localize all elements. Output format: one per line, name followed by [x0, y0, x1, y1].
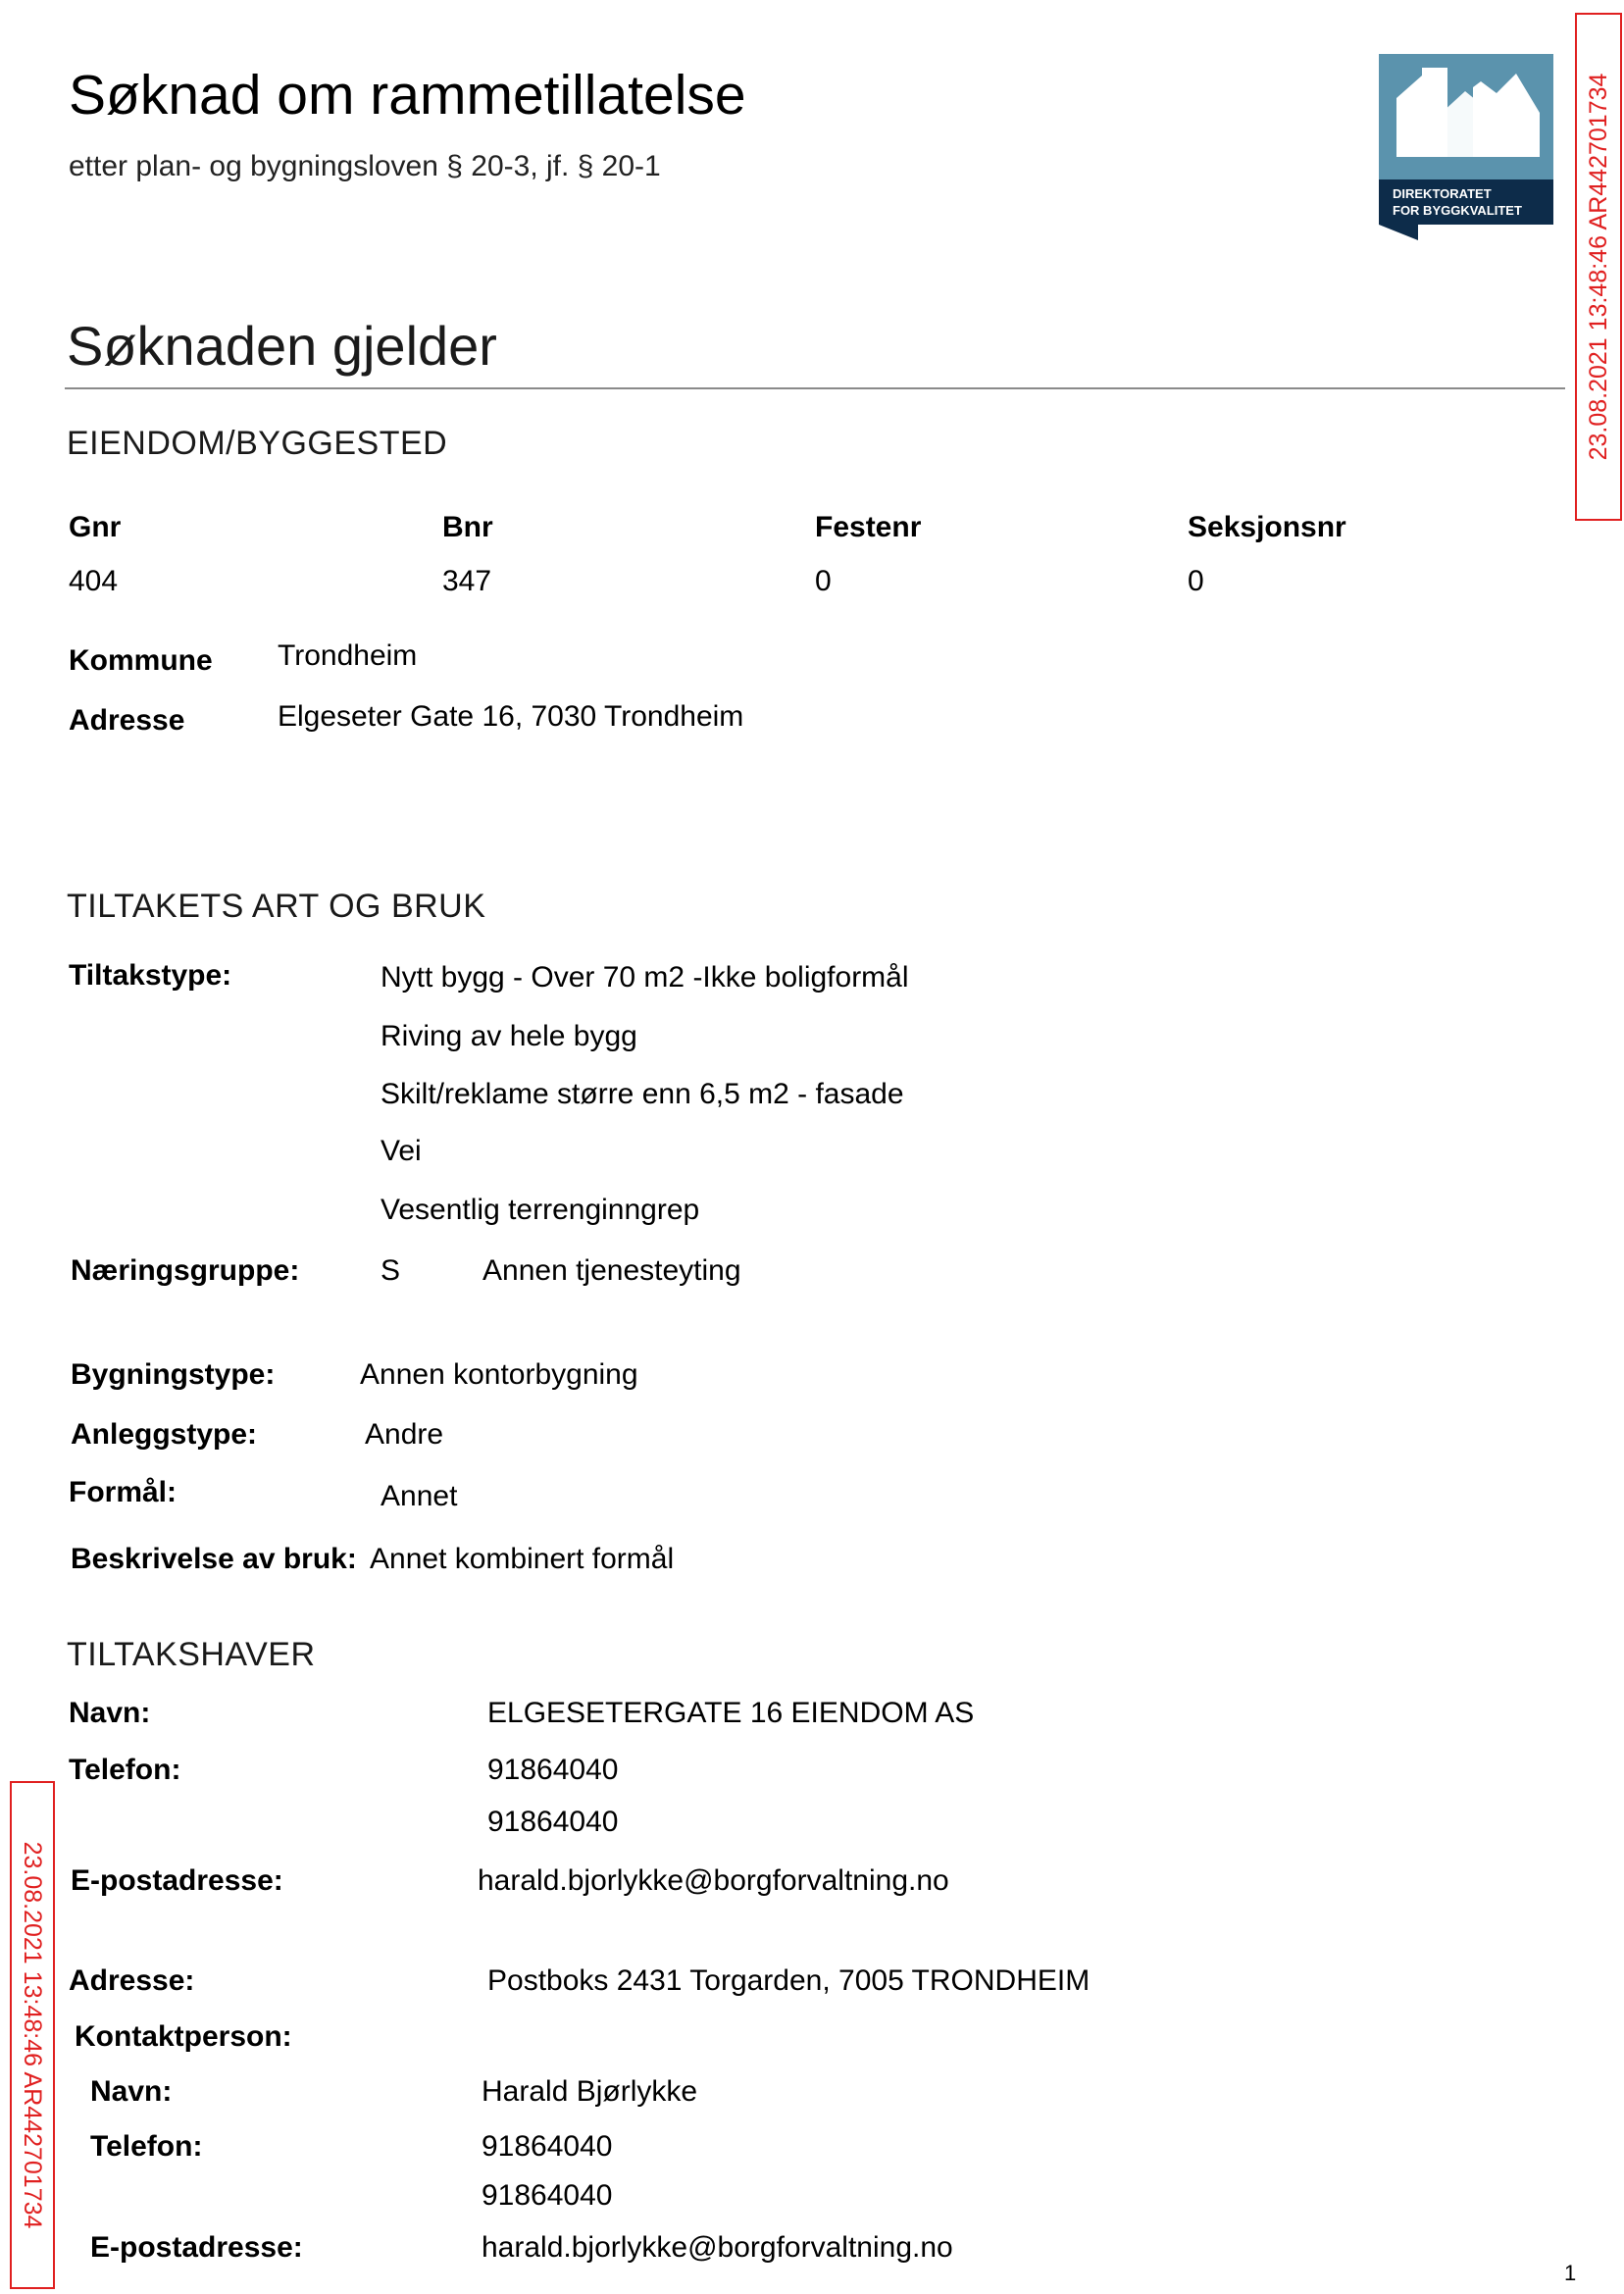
naeringsgruppe-code: S	[381, 1254, 401, 1287]
tiltakshaver-epost-label: E-postadresse:	[71, 1864, 283, 1897]
tiltakstype-label: Tiltakstype:	[69, 959, 232, 992]
tiltakstype-item: Skilt/reklame større enn 6,5 m2 - fasade	[381, 1078, 904, 1110]
anleggstype-value: Andre	[365, 1418, 444, 1451]
kontakt-navn-value: Harald Bjørlykke	[482, 2075, 698, 2108]
kontakt-telefon-label: Telefon:	[90, 2130, 203, 2163]
tiltakshaver-adresse-label: Adresse:	[69, 1964, 195, 1997]
tiltakstype-item: Riving av hele bygg	[381, 1020, 637, 1052]
beskrivelse-label: Beskrivelse av bruk:	[71, 1543, 357, 1575]
bygningstype-label: Bygningstype:	[71, 1358, 276, 1391]
tiltakshaver-navn-value: ELGESETERGATE 16 EIENDOM AS	[487, 1697, 975, 1729]
tiltakshaver-navn-label: Navn:	[69, 1697, 151, 1729]
gnr-label: Gnr	[69, 511, 122, 543]
kommune-value: Trondheim	[278, 639, 418, 672]
tiltakshaver-epost-value: harald.bjorlykke@borgforvaltning.no	[478, 1864, 949, 1897]
kontaktperson-label: Kontaktperson:	[75, 2020, 292, 2053]
kommune-label: Kommune	[69, 644, 213, 677]
festenr-value: 0	[815, 565, 832, 597]
seksjonsnr-value: 0	[1188, 565, 1204, 597]
bnr-value: 347	[442, 565, 492, 597]
page-subtitle: etter plan- og bygningsloven § 20-3, jf. § 20-1	[69, 150, 661, 182]
adresse-label: Adresse	[69, 704, 185, 737]
kontakt-epost-value: harald.bjorlykke@borgforvaltning.no	[482, 2231, 953, 2264]
anleggstype-label: Anleggstype:	[71, 1418, 258, 1451]
festenr-label: Festenr	[815, 511, 922, 543]
heading-divider	[65, 387, 1565, 389]
naeringsgruppe-value: Annen tjenesteyting	[482, 1254, 741, 1287]
kontakt-telefon-value-2: 91864040	[482, 2179, 613, 2212]
logo-text-line2: FOR BYGGKVALITET	[1393, 203, 1522, 218]
bnr-label: Bnr	[442, 511, 493, 543]
formal-value: Annet	[381, 1480, 458, 1512]
beskrivelse-value: Annet kombinert formål	[370, 1543, 675, 1575]
kontakt-telefon-value: 91864040	[482, 2130, 613, 2163]
page-number: 1	[1564, 2261, 1577, 2285]
eiendom-heading: EIENDOM/BYGGESTED	[67, 425, 448, 462]
archive-stamp-top	[1575, 13, 1622, 521]
tiltakshaver-heading: TILTAKSHAVER	[67, 1636, 316, 1673]
dibk-logo	[1379, 54, 1553, 240]
page-title: Søknad om rammetillatelse	[69, 64, 746, 127]
kontakt-navn-label: Navn:	[90, 2075, 173, 2108]
tiltak-heading: TILTAKETS ART OG BRUK	[67, 888, 486, 925]
tiltakshaver-adresse-value: Postboks 2431 Torgarden, 7005 TRONDHEIM	[487, 1964, 1091, 1997]
seksjonsnr-label: Seksjonsnr	[1188, 511, 1346, 543]
bygningstype-value: Annen kontorbygning	[360, 1358, 638, 1391]
tiltakstype-item: Vesentlig terrenginngrep	[381, 1194, 700, 1226]
archive-stamp-left	[10, 1781, 55, 2289]
tiltakstype-item: Nytt bygg - Over 70 m2 -Ikke boligformål	[381, 961, 909, 994]
formal-label: Formål:	[69, 1476, 178, 1508]
archive-stamp-text: 23.08.2021 13:48:46 AR442701734	[1585, 73, 1612, 461]
logo-text-line1: DIREKTORATET	[1393, 186, 1492, 201]
naeringsgruppe-label: Næringsgruppe:	[71, 1254, 300, 1287]
gnr-value: 404	[69, 565, 119, 597]
tiltakshaver-telefon-value-2: 91864040	[487, 1806, 619, 1838]
tiltakshaver-telefon-label: Telefon:	[69, 1754, 181, 1786]
kontakt-epost-label: E-postadresse:	[90, 2231, 303, 2264]
archive-stamp-text: 23.08.2021 13:48:46 AR442701734	[19, 1841, 46, 2229]
tiltakshaver-telefon-value: 91864040	[487, 1754, 619, 1786]
tiltakstype-item: Vei	[381, 1135, 422, 1167]
section-title: Søknaden gjelder	[67, 315, 497, 377]
adresse-value: Elgeseter Gate 16, 7030 Trondheim	[278, 700, 744, 733]
